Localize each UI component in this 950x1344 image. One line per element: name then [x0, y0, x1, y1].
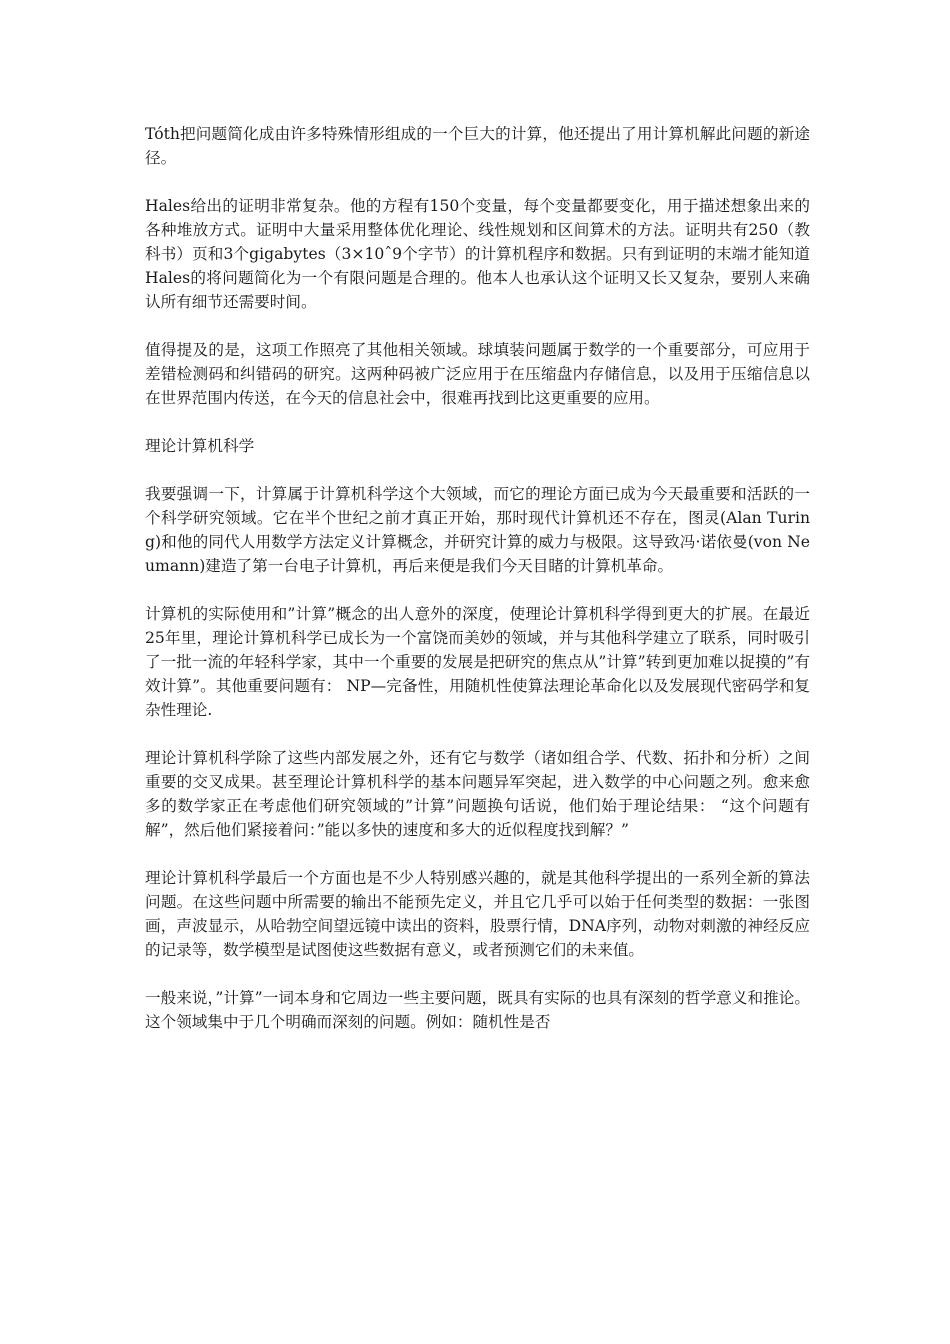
paragraph-toth: Tóth把问题简化成由许多特殊情形组成的一个巨大的计算，他还提出了用计算机解此问题的新途径。 — [145, 125, 810, 167]
document-page — [145, 122, 810, 1058]
paragraph-applications: 值得提及的是，这项工作照亮了其他相关领域。球填装问题属于数学的一个重要部分，可应用于差错检测码和纠错码的研究。这两种码被广泛应用于在压缩盘内存储信息，以及用于压缩信息以在世界范围内传送，在今天的信息社会中，很难再找到比这更重要的应用。 — [145, 341, 810, 407]
paragraph-expansion: 计算机的实际使用和”计算”概念的出人意外的深度，使理论计算机科学得到更大的扩展。在最近25年里，理论计算机科学已成长为一个富饶而美妙的领域，并与其他科学建立了联系，同时吸引了一批一流的年轻科学家，其中一个重要的发展是把研究的焦点从”计算”转到更加难以捉摸的”有效计算”。其他重要问题有： NP—完备性，用随机性使算法理论革命化以及发展现代密码学和复杂性理论. — [145, 605, 810, 719]
paragraph-hales-proof: Hales给出的证明非常复杂。他的方程有150个变量，每个变量都要变化，用于描述想象出来的各种堆放方式。证明中大量采用整体优化理论、线性规划和区间算术的方法。证明共有250（教科书）页和3个gigabytes（3×10ˆ9个字节）的计算机程序和数据。只有到证明的末端才能知道 Hales的将问题简化为一个有限问题是合理的。他本人也承认这个证明又长又复杂，要别人来确认所有细节还需要时间。 — [145, 197, 810, 311]
paragraph-computation-field: 我要强调一下，计算属于计算机科学这个大领域，而它的理论方面已成为今天最重要和活跃的一个科学研究领域。它在半个世纪之前才真正开始，那时现代计算机还不存在，图灵(Alan Turing)和他的同代人用数学方法定义计算概念，并研究计算的威力与极限。这导致冯·诺依曼(von Neumann)建造了第一台电子计算机，再后来便是我们今天目睹的计算机革命。 — [145, 485, 810, 575]
paragraph-philosophy: 一般来说，”计算”一词本身和它周边一些主要问题，既具有实际的也具有深刻的哲学意义和推论。这个领域集中于几个明确而深刻的问题。例如：随机性是否 — [145, 989, 810, 1031]
section-heading: 理论计算机科学 — [145, 437, 255, 455]
paragraph-math-intersection: 理论计算机科学除了这些内部发展之外，还有它与数学（诸如组合学、代数、拓扑和分析）之间重要的交叉成果。甚至理论计算机科学的基本问题异军突起，进入数学的中心问题之列。愈来愈多的数学家正在考虑他们研究领域的”计算”问题换句话说，他们始于理论结果： “这个问题有解”，然后他们紧接着问：”能以多快的速度和多大的近似程度找到解？” — [145, 749, 810, 839]
paragraph-new-algorithms: 理论计算机科学最后一个方面也是不少人特别感兴趣的，就是其他科学提出的一系列全新的算法问题。在这些问题中所需要的输出不能预先定义，并且它几乎可以始于任何类型的数据：一张图画，声波显示，从哈勃空间望远镜中读出的资料，股票行情，DNA序列，动物对刺激的神经反应的记录等，数学模型是试图使这些数据有意义，或者预测它们的未来值。 — [145, 869, 810, 959]
